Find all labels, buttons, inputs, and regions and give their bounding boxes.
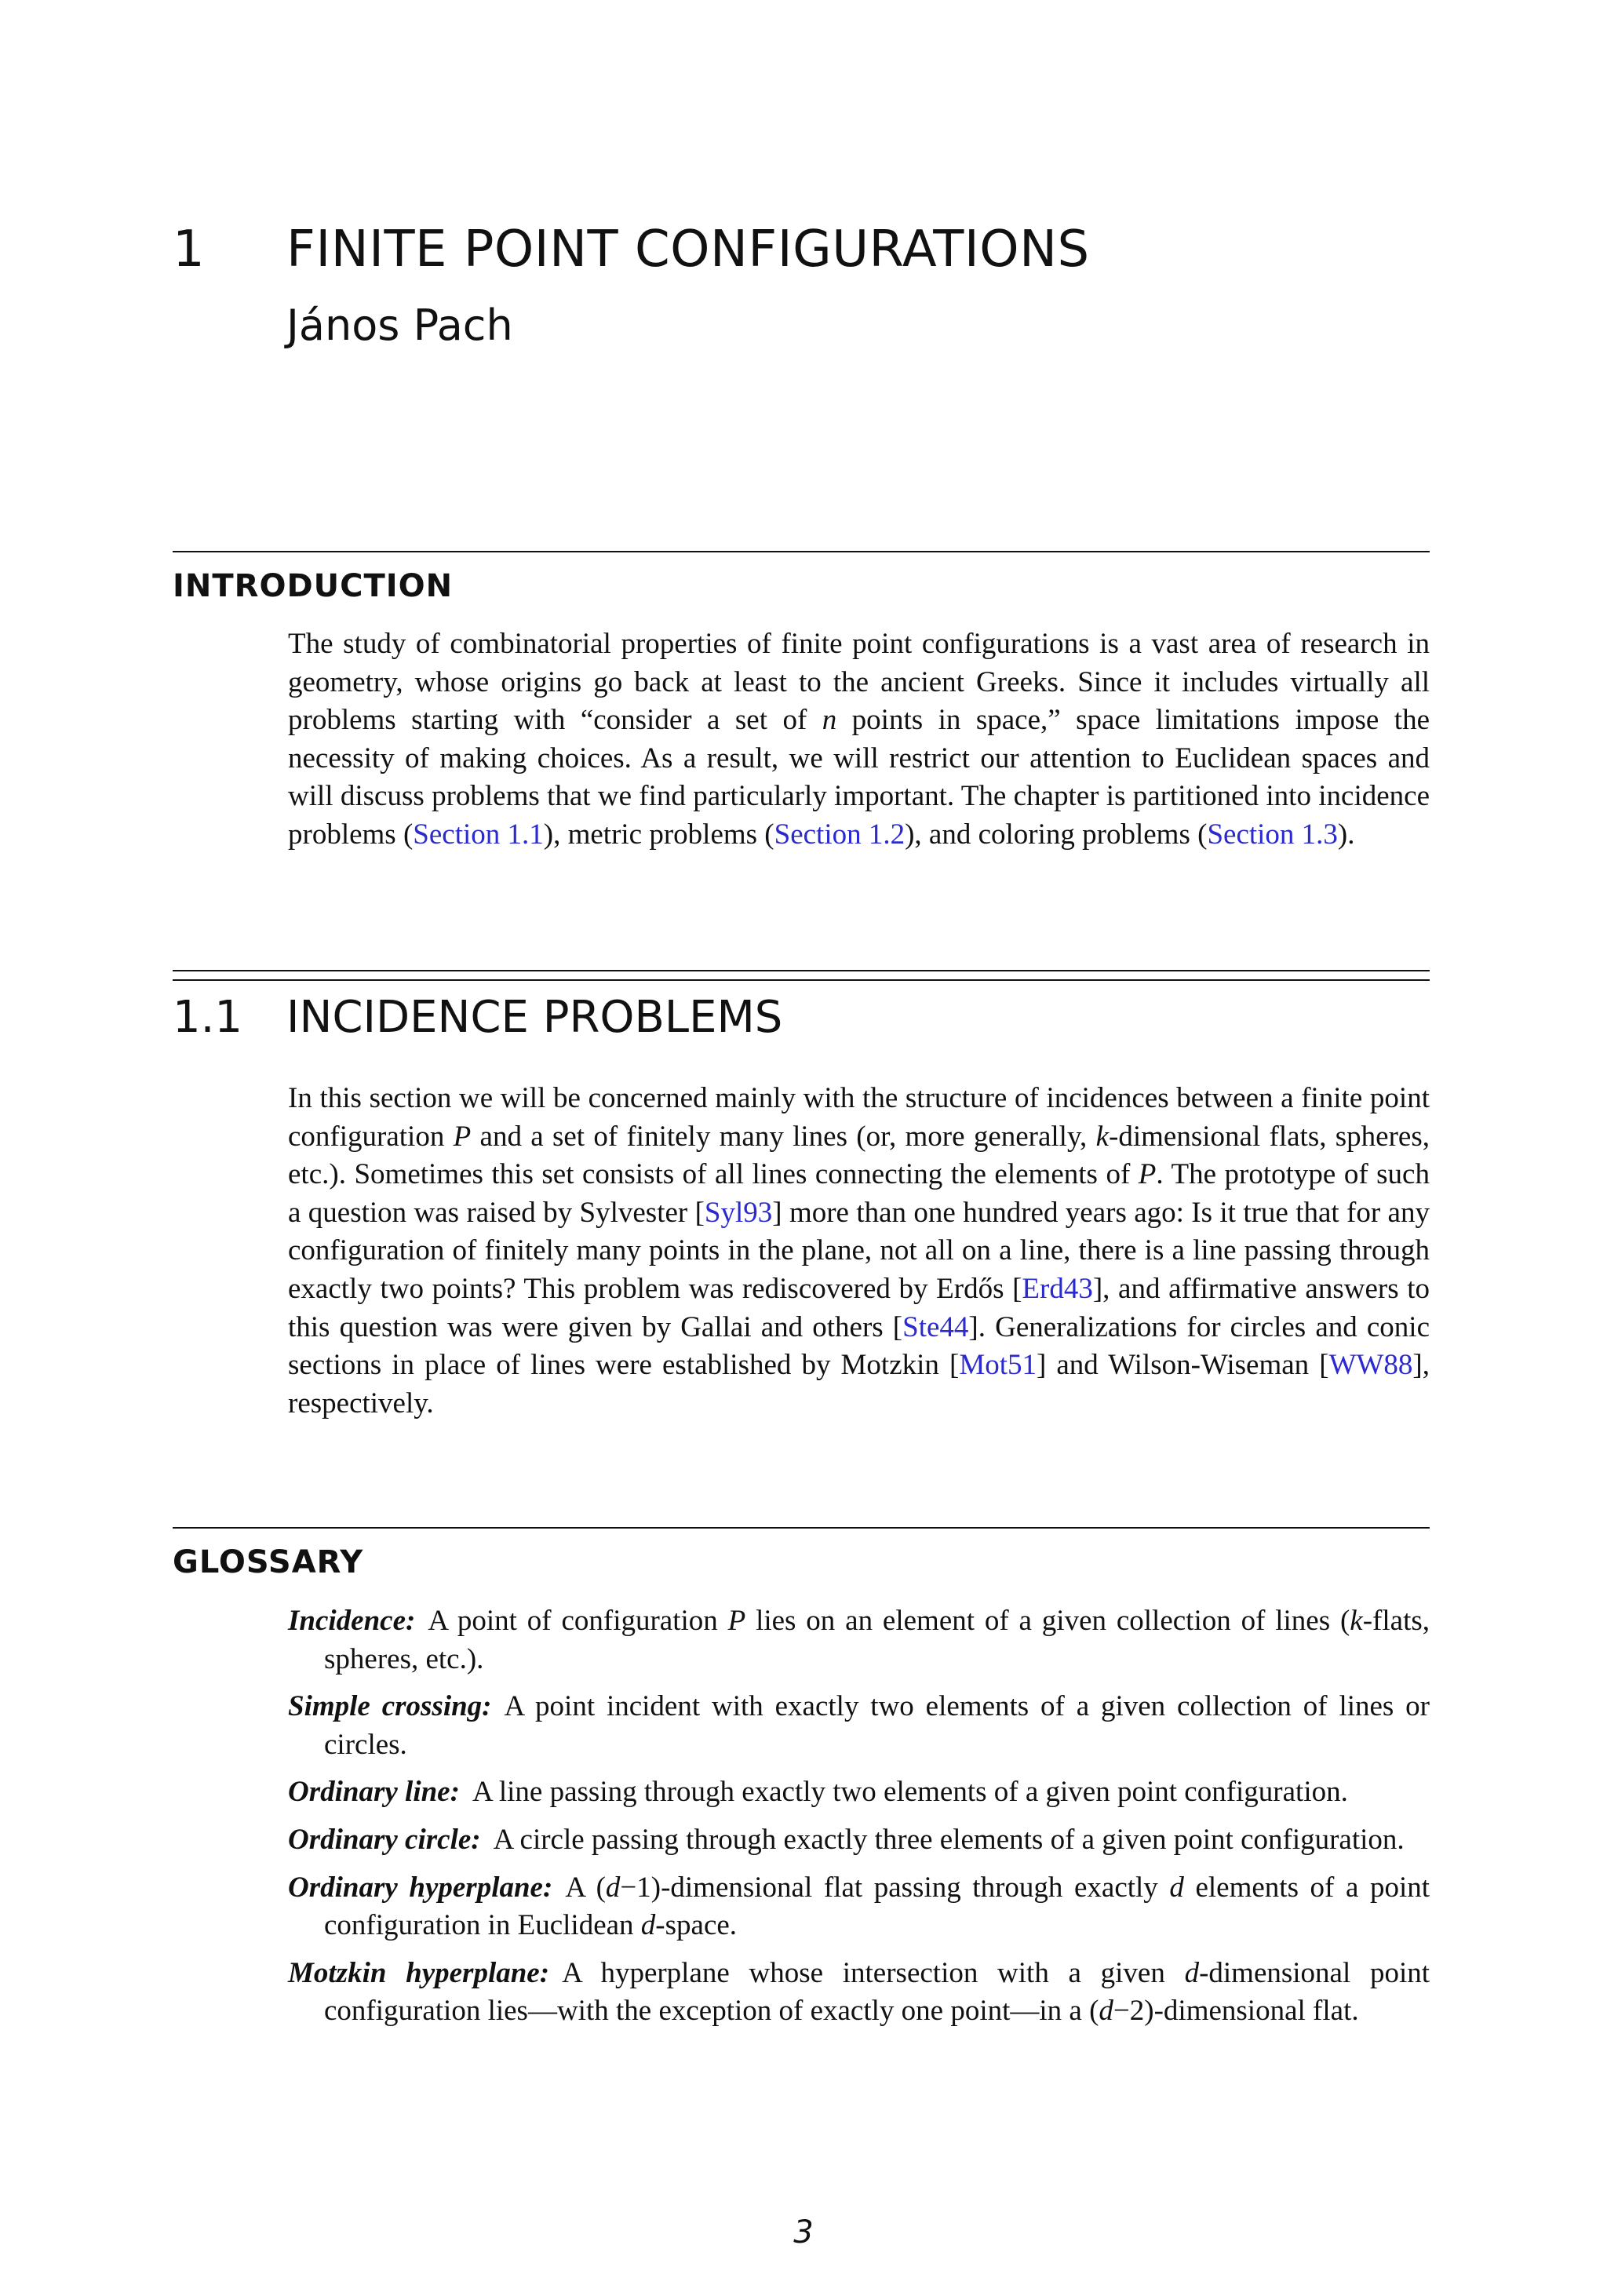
citation-ww88[interactable]: WW88	[1328, 1349, 1413, 1382]
glossary-entry-incidence: Incidence: A point of configuration P lies on an element of a given collection of lines (k-flats, spheres, etc.).	[288, 1605, 1430, 1675]
glossary-term: Motzkin hyperplane:	[288, 1956, 550, 1989]
section-double-rule-bottom	[173, 979, 1430, 981]
page-number: 3	[793, 2214, 814, 2250]
introduction-paragraph: The study of combinatorial properties of finite point configurations is a vast area of research in geometry, whose origins go back at least to the ancient Greeks. Since it includes virtually all problems starting with “consider a set of n points in space,” space limitations impose the necessity of making choices. As a result, we will restrict our attention to Euclidean spaces and will discuss problems that we find particularly important. The chapter is partitioned into incidence problems (Section 1.1), metric problems (Section 1.2), and coloring problems (Section 1.3).	[288, 628, 1430, 851]
link-section-1-3[interactable]: Section 1.3	[1207, 818, 1338, 851]
glossary-term: Ordinary hyperplane:	[288, 1871, 553, 1904]
citation-erd43[interactable]: Erd43	[1022, 1272, 1093, 1305]
glossary-entry-simple-crossing: Simple crossing: A point incident with exactly two elements of a given collection of lines or circles.	[288, 1690, 1430, 1761]
introduction-heading: INTRODUCTION	[173, 568, 454, 604]
glossary-entry-ordinary-line: Ordinary line: A line passing through exactly two elements of a given point configuration.	[288, 1776, 1348, 1809]
chapter-number: 1	[173, 220, 205, 279]
variable-n: n	[822, 704, 837, 737]
citation-ste44[interactable]: Ste44	[902, 1310, 969, 1343]
glossary-term: Ordinary line:	[288, 1776, 460, 1809]
introduction-top-rule	[173, 551, 1430, 552]
glossary-entry-motzkin-hyperplane: Motzkin hyperplane: A hyperplane whose intersection with a given d-dimensional point configuration lies—with the exception of exactly one point—in a (d−2)-dimensional flat.	[288, 1956, 1430, 2028]
link-section-1-1[interactable]: Section 1.1	[413, 818, 544, 851]
link-section-1-2[interactable]: Section 1.2	[774, 818, 906, 851]
glossary-list	[288, 1602, 1430, 2040]
glossary-term: Simple crossing:	[288, 1690, 492, 1723]
citation-syl93[interactable]: Syl93	[704, 1196, 773, 1229]
glossary-term: Ordinary circle:	[288, 1823, 481, 1856]
section-double-rule-top	[173, 970, 1430, 971]
chapter-author: János Pach	[286, 301, 513, 350]
glossary-entry-ordinary-hyperplane: Ordinary hyperplane: A (d−1)-dimensional flat passing through exactly d elements of a point configuration in Euclidean d-space.	[288, 1871, 1430, 1942]
chapter-title: FINITE POINT CONFIGURATIONS	[286, 220, 1090, 279]
glossary-heading: GLOSSARY	[173, 1544, 364, 1580]
glossary-entry-ordinary-circle: Ordinary circle: A circle passing through exactly three elements of a given point configuration.	[288, 1823, 1405, 1856]
section-number: 1.1	[173, 992, 243, 1043]
glossary-top-rule	[173, 1527, 1430, 1529]
glossary-term: Incidence:	[288, 1605, 416, 1637]
section-1-1-paragraph: In this section we will be concerned mainly with the structure of incidences between a finite point configuration P and a set of finitely many lines (or, more generally, k-dimensional flats, spheres, etc.). Sometimes this set consists of all lines connecting the elements of P. The prototype of such a question was raised by Sylvester [Syl93] more than one hundred years ago: Is it true that for any configuration of finitely many points in the plane, not all on a line, there is a line passing through exactly two points? This problem was rediscovered by Erdős [Erd43], and affirmative answers to this question was were given by Gallai and others [Ste44]. Generalizations for circles and conic sections in place of lines were established by Motzkin [Mot51] and Wilson-Wiseman [WW88], respectively.	[288, 1082, 1430, 1420]
section-title: INCIDENCE PROBLEMS	[286, 992, 783, 1043]
citation-mot51[interactable]: Mot51	[959, 1349, 1037, 1382]
